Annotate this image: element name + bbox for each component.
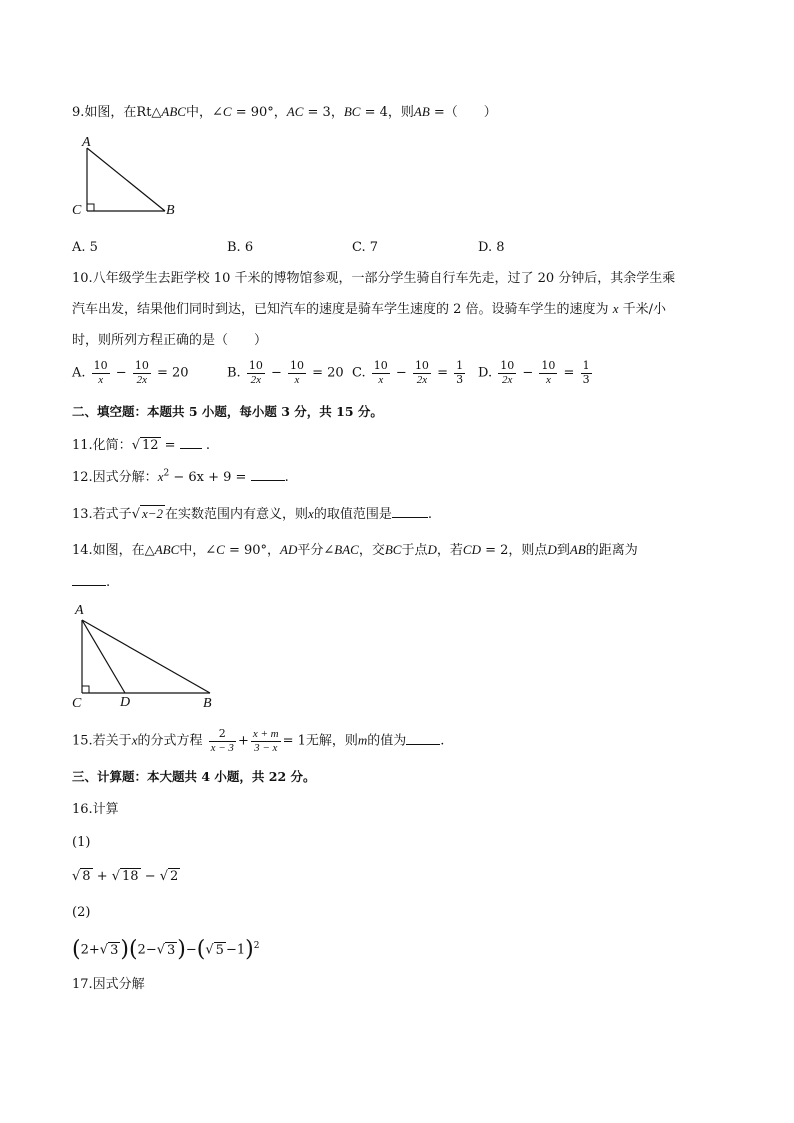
q10-line1: 10.八年级学生去距学校 10 千米的博物馆参观，一部分学生骑自行车先走，过了 20 分钟后，其余学生乘 (72, 271, 676, 286)
q13: 13.若式子√ x−2 在实数范围内有意义，则x的取值范围是 . (72, 506, 432, 522)
q11: 11.化简：√ 12 = . (72, 438, 210, 453)
q16-part2-label: (2) (72, 905, 91, 920)
q14-answer-line: . (72, 574, 110, 589)
point-d-label: D (120, 695, 131, 710)
q10-option-d: D. $\frac{10}{2x}$ − $\frac{10}{x}$ = $\frac{1}{3}$ (478, 359, 590, 386)
triangle-bisector-diagram (70, 600, 220, 715)
q9-option-b: B. 6 (227, 240, 254, 255)
q9-option-d: D. 8 (478, 240, 505, 255)
q9-triangle-figure (70, 136, 190, 221)
q9-stem: 9.如图，在Rt△ABC中，∠C = 90°，AC = 3，BC = 4，则AB =（ ） (72, 104, 497, 120)
q10-line2: 汽车出发，结果他们同时到达，已知汽车的速度是骑车学生速度的 2 倍。设骑车学生的速度为 x 千米/小 (72, 301, 666, 317)
q17-title: 17.因式分解 (72, 977, 145, 992)
q14-triangle-figure (70, 600, 220, 715)
q15: 15.若关于x的分式方程 $\frac{2}{x - 3}$ + $\frac{x + m}{3 - x}$ = 1无解，则m的值为 . (72, 727, 445, 754)
q10-option-b: B. $\frac{10}{2x}$ − $\frac{10}{x}$ = 20 (227, 359, 344, 386)
vertex-c-label: C (72, 203, 82, 218)
q16-part2-expression: (2+√ 3)(2−√ 3)−(√ 5 −1)$^2$ (72, 937, 260, 962)
vertex-a-label: A (75, 603, 84, 618)
sqrt-symbol: √ (131, 438, 140, 453)
answer-blank (392, 506, 428, 518)
vertex-c-label: C (72, 696, 82, 711)
answer-blank (180, 437, 202, 449)
q14-stem: 14.如图，在△ABC中，∠C = 90°，AD平分∠BAC，交BC于点D，若CD = 2，则点D到AB的距离为 (72, 542, 638, 558)
section-2-heading: 二、填空题：本题共 5 小题，每小题 3 分，共 15 分。 (72, 404, 383, 419)
answer-blank (406, 733, 440, 745)
vertex-a-label: A (82, 135, 91, 150)
q10-option-a: A. $\frac{10}{x}$ − $\frac{10}{2x}$ = 20 (72, 359, 189, 386)
q16-part1-label: (1) (72, 835, 91, 850)
vertex-b-label: B (166, 203, 175, 218)
q10-line3: 时，则所列方程正确的是（ ） (72, 333, 268, 348)
sqrt-symbol: √ (131, 507, 140, 522)
vertex-b-label: B (203, 696, 212, 711)
answer-blank (251, 469, 285, 481)
q9-option-a: A. 5 (72, 240, 98, 255)
q9-option-c: C. 7 (352, 240, 379, 255)
q16-part1-expression: √ 8 + √ 18 − √ 2 (72, 869, 179, 884)
q16-title: 16.计算 (72, 802, 119, 817)
q10-option-c: C. $\frac{10}{x}$ − $\frac{10}{2x}$ = $\frac{1}{3}$ (352, 359, 464, 386)
q12: 12.因式分解：$x^2 - 6x + 9$ = . (72, 468, 289, 485)
section-3-heading: 三、计算题：本大题共 4 小题，共 22 分。 (72, 769, 316, 784)
answer-blank (72, 574, 106, 586)
